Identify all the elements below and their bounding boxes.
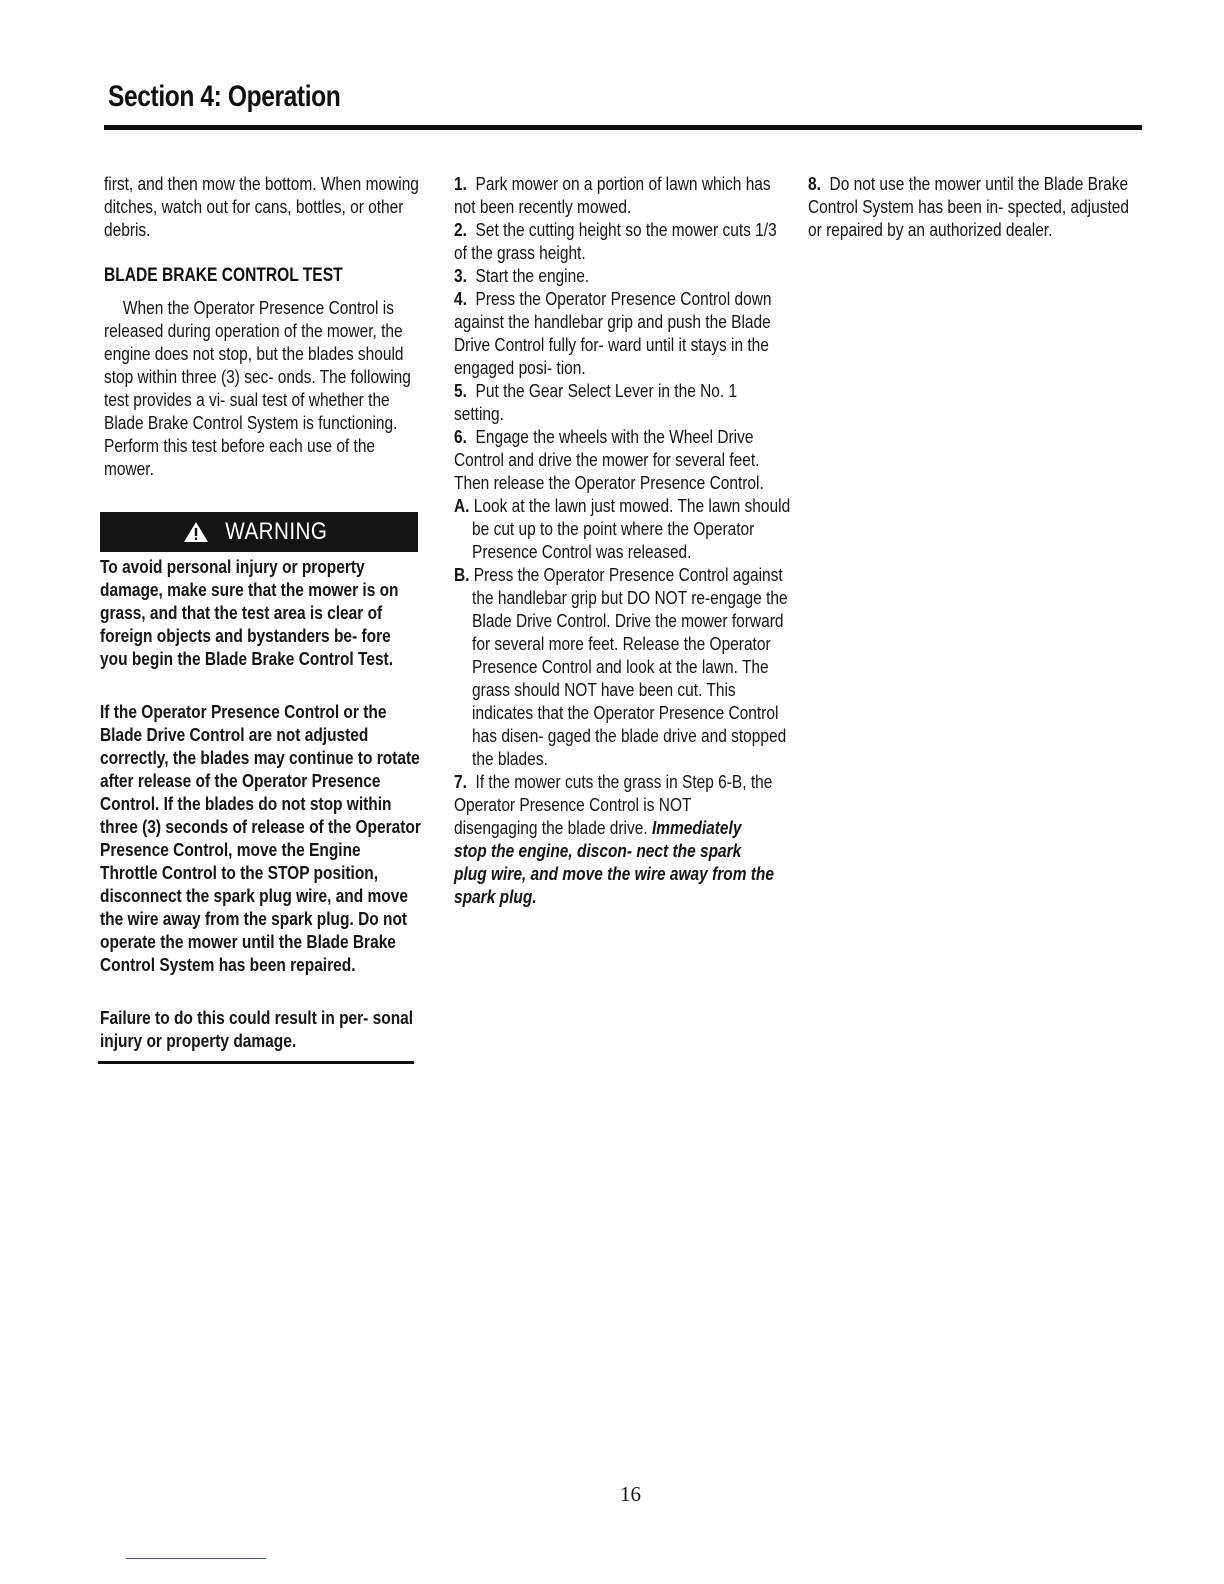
substep-letter: B. xyxy=(454,565,470,585)
step-number: 5. xyxy=(454,381,467,401)
step-item xyxy=(454,426,778,495)
warning-paragraph-1: To avoid personal injury or property damage, make sure that the mower is on grass, and that the test area is clear of foreign objects and bystanders be- fore you begin the Blade Brake Control Test. xyxy=(100,557,399,669)
warning-label: WARNING xyxy=(224,518,327,545)
step-text: Start the engine. xyxy=(475,266,590,286)
section-heading: BLADE BRAKE CONTROL TEST xyxy=(104,265,343,286)
step-text: Park mower on a portion of lawn which has not been recently mowed. xyxy=(454,174,771,217)
warning-paragraph-2: If the Operator Presence Control or the Blade Drive Control are not adjusted correctly, the blades may continue to rotate after release of the Operator Presence Control. If the blades do not stop within three (3) seconds of release of the Operator Presence Control, move the Engine Throttle Control to the STOP position, disconnect the spark plug wire, and move the wire away from the spark plug. Do not operate the mower until the Blade Brake Control System has been repaired. xyxy=(100,702,421,975)
step-item xyxy=(454,288,778,380)
substep-item xyxy=(454,495,796,564)
step-item xyxy=(454,173,778,219)
step-number: 8. xyxy=(808,174,821,194)
warning-text-3 xyxy=(100,1007,422,1053)
warning-paragraph-3: Failure to do this could result in per- sonal injury or property damage. xyxy=(100,1008,414,1051)
column-middle xyxy=(454,173,791,909)
step-number: 7. xyxy=(454,772,467,792)
step-text: Do not use the mower until the Blade Brake Control System has been in- spected, adjusted or repaired by an authorized dealer. xyxy=(808,174,1129,240)
substep-text: Look at the lawn just mowed. The lawn should be cut up to the point where the Operator Presence Control was released. xyxy=(472,496,791,562)
step-number: 6. xyxy=(454,427,467,447)
step-number: 2. xyxy=(454,220,467,240)
step-number: 3. xyxy=(454,266,467,286)
step-item xyxy=(454,771,778,909)
step-text: Press the Operator Presence Control down against the handlebar grip and push the Blade Drive Control fully for- ward until it stays in the engaged posi- tion. xyxy=(454,289,772,378)
step-text: Engage the wheels with the Wheel Drive Control and drive the mower for several feet. Then release the Operator Presence Control. xyxy=(454,427,764,493)
warning-text-2 xyxy=(100,701,422,977)
column-right xyxy=(808,173,1138,242)
step-number: 4. xyxy=(454,289,467,309)
step-item xyxy=(454,380,778,426)
step-text: Put the Gear Select Lever in the No. 1 setting. xyxy=(454,381,738,424)
substep-text: Press the Operator Presence Control against the handlebar grip but DO NOT re-engage the Blade Drive Control. Drive the mower forward for several more feet. Release the Operator Presence Control and look at the lawn. The grass should NOT have been cut. This indicates that the Operator Presence Control has disen- gaged the blade drive and stopped the blades. xyxy=(472,565,788,769)
title-rule xyxy=(104,125,1142,130)
test-description-paragraph: When the Operator Presence Control is released during operation of the mower, the engine does not stop, but the blades should stop within three (3) sec- onds. The following test provides a vi- sual test of whether the Blade Brake Control System is functioning. Perform this test before each use of the mower. xyxy=(104,298,411,479)
warning-text xyxy=(100,556,422,671)
section-title: Section 4: Operation xyxy=(108,80,341,113)
warning-banner xyxy=(100,512,418,552)
warning-rule xyxy=(98,1061,414,1064)
column-left xyxy=(104,173,422,242)
step-emphasis: Immediately stop the engine, discon- nect the spark plug wire, and move the wire away from the spark plug. xyxy=(454,818,775,907)
warning-triangle-icon xyxy=(183,521,209,543)
step-text: Set the cutting height so the mower cuts 1/3 of the grass height. xyxy=(454,220,777,263)
intro-paragraph: first, and then mow the bottom. When mowing ditches, watch out for cans, bottles, or other debris. xyxy=(104,174,419,240)
substep-item xyxy=(454,564,796,771)
substep-letter: A. xyxy=(454,496,470,516)
step-item xyxy=(808,173,1137,242)
step-item xyxy=(454,219,778,265)
page-number: 16 xyxy=(620,1482,641,1506)
step-text: If the mower cuts the grass in Step 6-B, the Operator Presence Control is NOT disengaging the blade drive. xyxy=(454,772,773,838)
test-description xyxy=(104,297,422,481)
step-item xyxy=(454,265,778,288)
scan-artifact-line xyxy=(126,1558,266,1559)
step-number: 1. xyxy=(454,174,467,194)
